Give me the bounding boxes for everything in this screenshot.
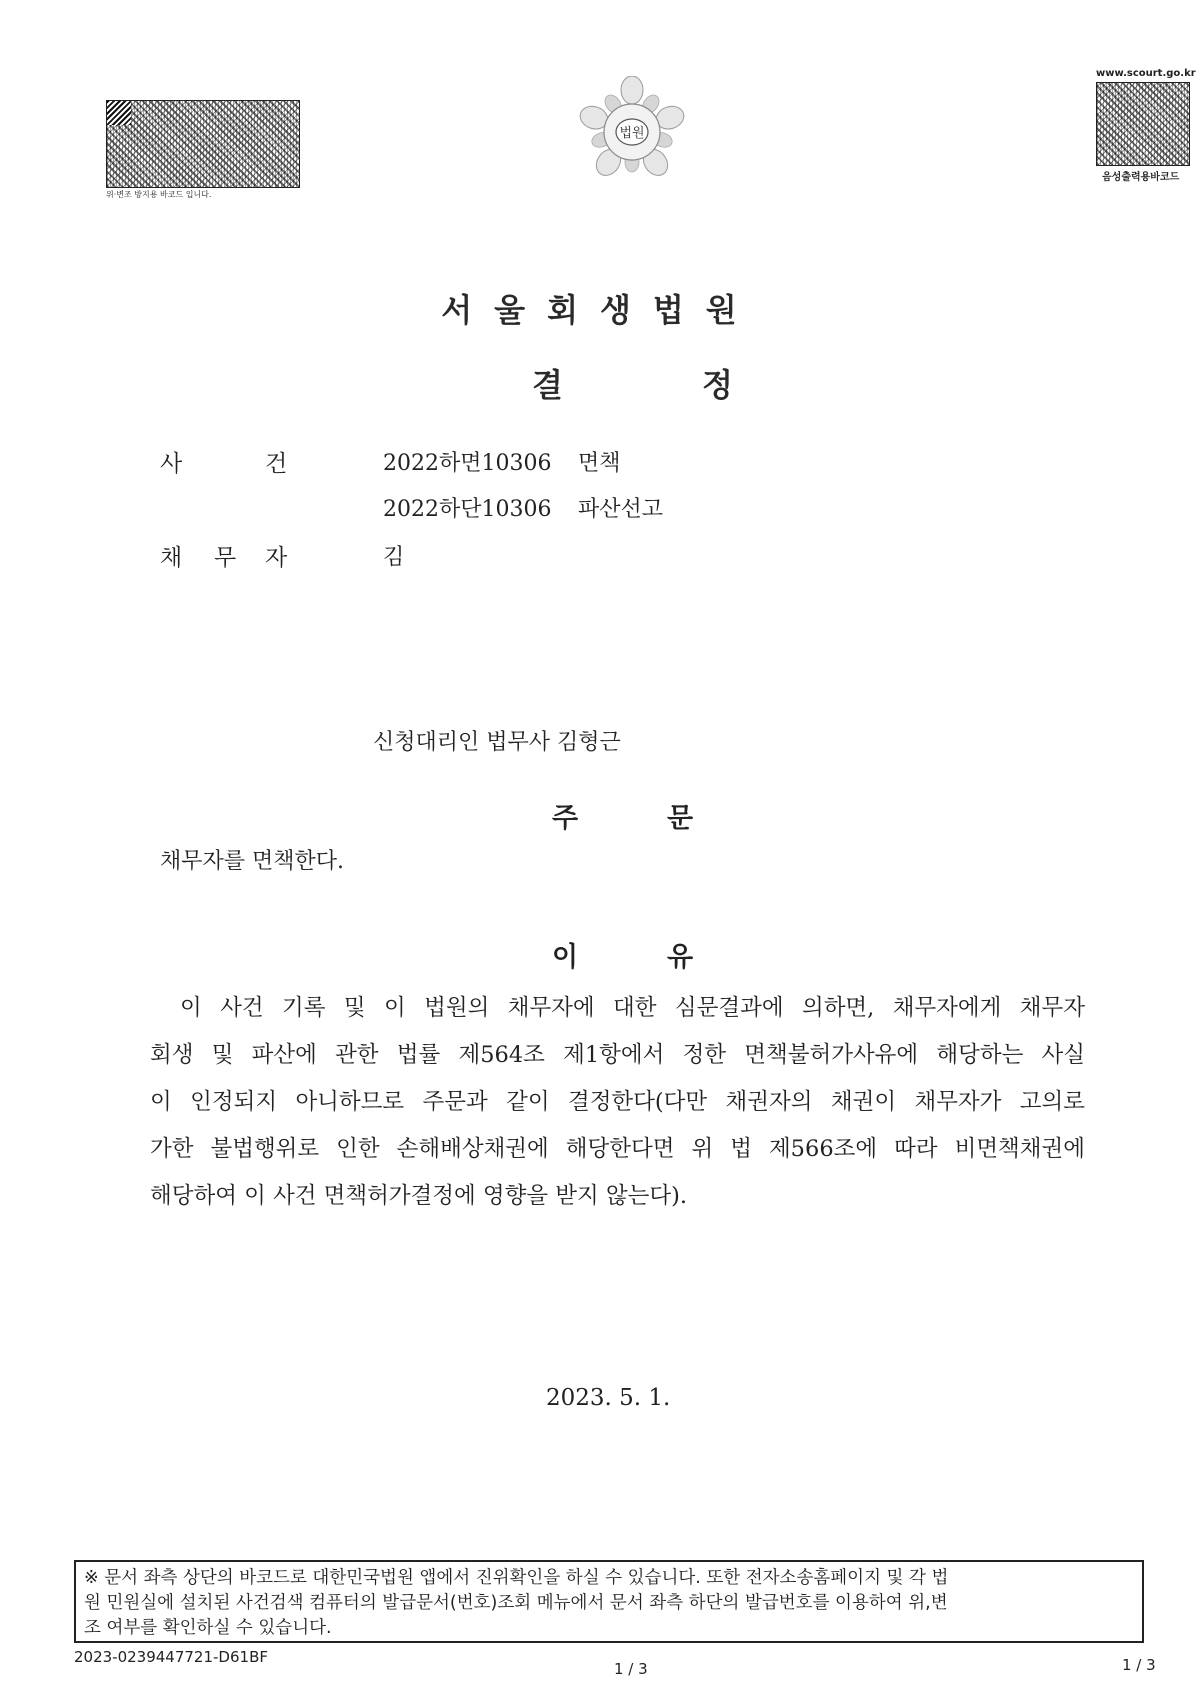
reason-line-2: 회생 및 파산에 관한 법률 제564조 제1항에서 정한 면책불허가사유에 해당하는 사실 [150, 1042, 1085, 1068]
page-number-right: 1 / 3 [1122, 1656, 1156, 1674]
reason-line-5: 해당하여 이 사건 면책허가결정에 영향을 받지 않는다). [150, 1183, 688, 1209]
case-number-2: 2022하단10306 [383, 497, 552, 522]
doc-type-right: 정 [702, 366, 733, 404]
reason-title-right: 유 [667, 942, 694, 973]
case-name-2: 파산선고 [578, 497, 664, 522]
voice-barcode-note: 음성출력용바코드 [1102, 172, 1180, 183]
notice-line-1: ※ 문서 좌측 상단의 바코드로 대한민국법원 앱에서 진위확인을 하실 수 있습니다. 또한 전자소송홈페이지 및 각 법 [84, 1568, 949, 1588]
notice-line-2: 원 민원실에 설치된 사건검색 컴퓨터의 발급문서(번호)조회 메뉴에서 문서 좌측 하단의 발급번호를 이용하여 위,변 [84, 1593, 948, 1613]
reason-line-3: 이 인정되지 아니하므로 주문과 같이 결정한다(다만 채권자의 채권이 채무자가 고의로 [150, 1089, 1085, 1115]
seal-text: 법원 [619, 126, 645, 141]
verification-barcode [106, 100, 300, 188]
case-label-char-2: 건 [265, 451, 288, 477]
order-title-left: 주 [552, 803, 579, 834]
court-name: 서울회생법원 [441, 291, 759, 329]
applicant-agent: 신청대리인 법무사 김형근 [373, 730, 621, 755]
reason-line-4: 가한 불법행위로 인한 손해배상채권에 해당한다면 위 법 제566조에 따라 비면책채권에 [150, 1136, 1085, 1162]
decision-date: 2023. 5. 1. [546, 1385, 671, 1411]
debtor-name: 김 [383, 545, 405, 570]
page-number-center: 1 / 3 [614, 1660, 648, 1678]
case-label-char-1: 사 [160, 451, 183, 477]
barcode-note: 위·변조 방지용 바코드 입니다. [106, 190, 212, 199]
reason-title-left: 이 [552, 942, 579, 973]
debtor-label-char-2: 무 [214, 545, 237, 571]
court-seal-emblem [578, 76, 686, 184]
notice-line-3: 조 여부를 확인하실 수 있습니다. [84, 1618, 332, 1638]
court-url: www.scourt.go.kr [1096, 68, 1196, 79]
case-number-1: 2022하면10306 [383, 451, 552, 476]
debtor-label-char-3: 자 [265, 545, 288, 571]
case-name-1: 면책 [578, 451, 621, 476]
reason-line-1: 이 사건 기록 및 이 법원의 채무자에 대한 심문결과에 의하면, 채무자에게 채무자 [180, 995, 1085, 1021]
debtor-label-char-1: 채 [160, 545, 183, 571]
order-title-right: 문 [667, 803, 694, 834]
doc-type-left: 결 [532, 366, 563, 404]
authenticity-notice [74, 1560, 1144, 1643]
voice-output-barcode [1096, 82, 1190, 166]
issue-number: 2023-0239447721-D61BF [74, 1648, 268, 1666]
order-text: 채무자를 면책한다. [160, 849, 345, 874]
